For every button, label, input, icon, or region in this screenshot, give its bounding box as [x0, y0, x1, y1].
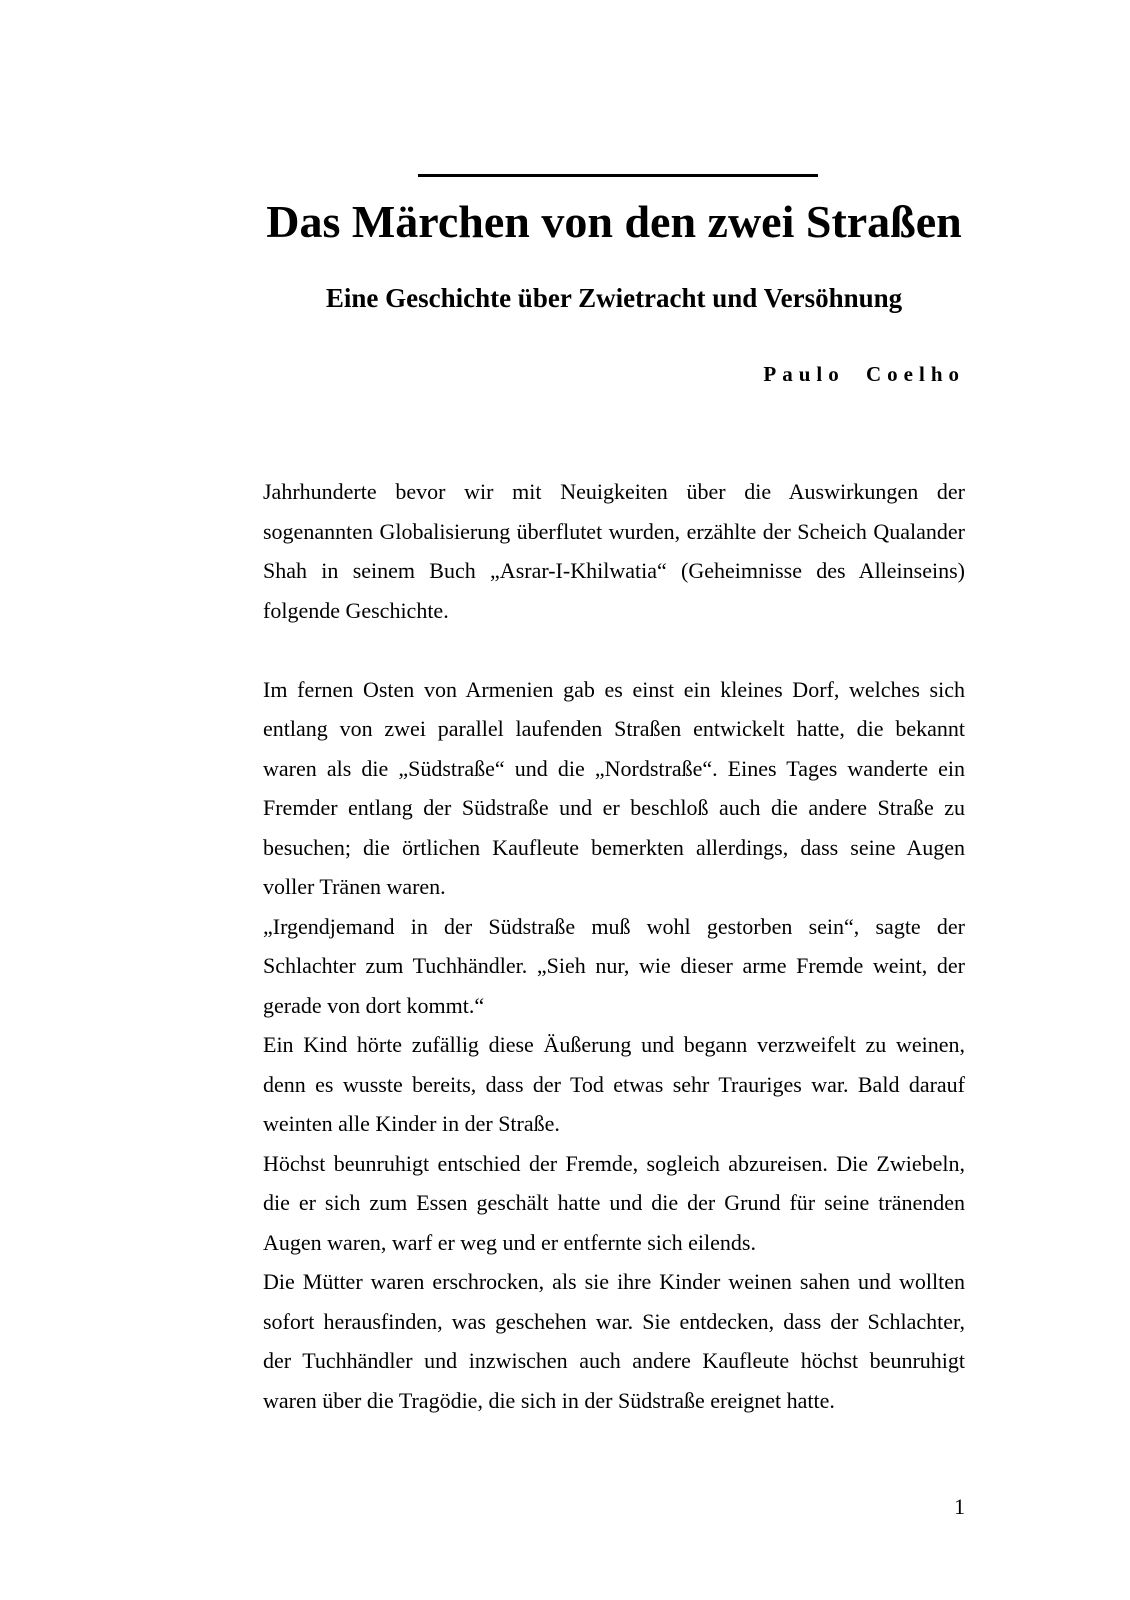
page-number: 1	[954, 1494, 965, 1519]
document-body	[263, 472, 965, 1420]
page-title: Das Märchen von den zwei Straßen	[266, 196, 962, 247]
author-name: Paulo Coelho	[763, 362, 965, 386]
paragraph-intro: Jahrhunderte bevor wir mit Neuigkeiten über die Auswirkungen der sogenannten Globalisierung überflutet wurden, erzählte der Scheich Qualander Shah in seinem Buch „Asrar-I-Khilwatia“ (Geheimnisse des Alleinseins) folgende Geschichte.	[263, 479, 965, 623]
page-subtitle: Eine Geschichte über Zwietracht und Versöhnung	[325, 283, 903, 313]
paragraph-stranger-leaves: Höchst beunruhigt entschied der Fremde, sogleich abzureisen. Die Zwiebeln, die er sich zum Essen geschält hatte und die der Grund für seine tränenden Augen waren, warf er weg und er entfernte sich eilends.	[263, 1150, 965, 1255]
divider-rule	[418, 174, 818, 177]
paragraph-mothers: Die Mütter waren erschrocken, als sie ihre Kinder weinen sahen und wollten sofort herausfinden, was geschehen war. Sie entdecken, dass der Schlachter, der Tuchhändler und inzwischen auch andere Kaufleute höchst beunruhigt waren über die Tragödie, die sich in der Südstraße ereignet hatte.	[263, 1269, 965, 1413]
paragraph-village: Im fernen Osten von Armenien gab es einst ein kleines Dorf, welches sich entlang von zwei parallel laufenden Straßen entwickelt hatte, die bekannt waren als die „Südstraße“ und die „Nordstraße“. Eines Tages wanderte ein Fremder entlang der Südstraße und er beschloß auch die andere Straße zu besuchen; die örtlichen Kaufleute bemerkten allerdings, dass seine Augen voller Tränen waren.	[263, 676, 965, 899]
paragraph-crying-child: Ein Kind hörte zufällig diese Äußerung und begann verzweifelt zu weinen, denn es wusste bereits, dass der Tod etwas sehr Trauriges war. Bald darauf weinten alle Kinder in der Straße.	[263, 1032, 965, 1136]
paragraph-butcher-quote: „Irgendjemand in der Südstraße muß wohl gestorben sein“, sagte der Schlachter zum Tuchhändler. „Sieh nur, wie dieser arme Fremde weint, der gerade von dort kommt.“	[263, 913, 965, 1018]
